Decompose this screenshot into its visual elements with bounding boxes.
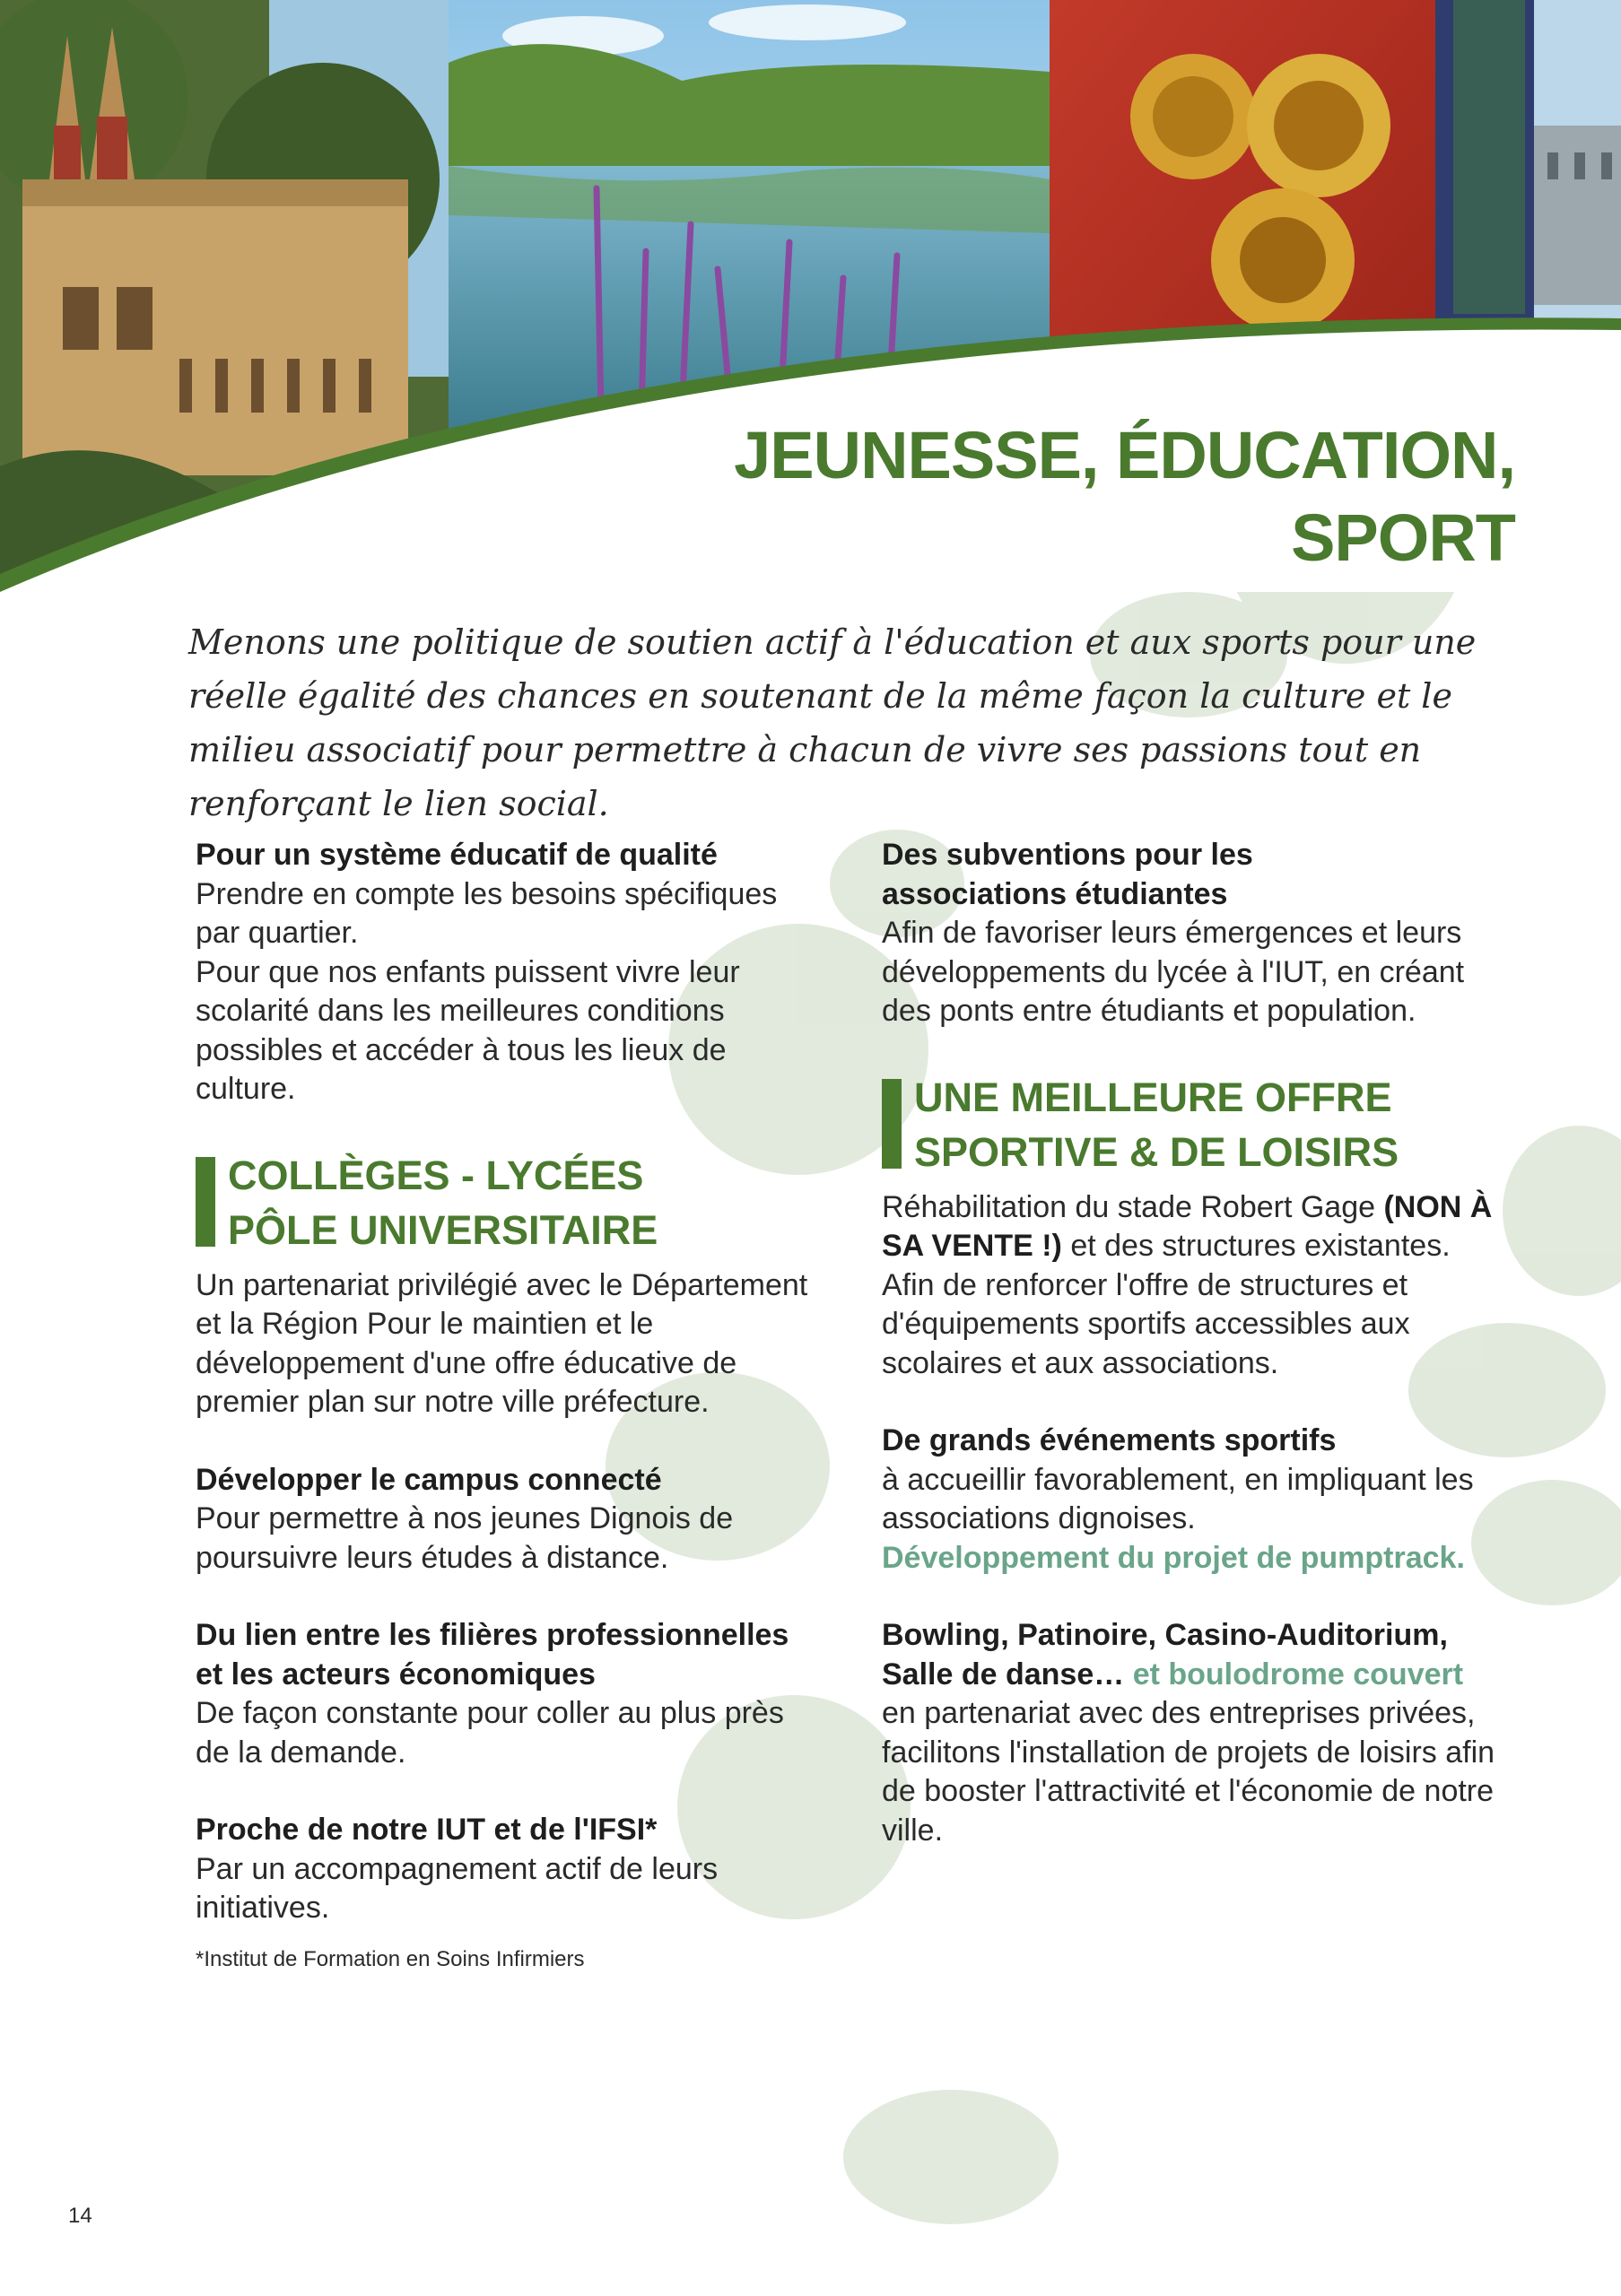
block-education-quality	[196, 836, 824, 1109]
block-heading: Pour un système éducatif de qualité	[196, 838, 718, 872]
block-iut-ifsi	[196, 1811, 824, 1928]
page-number: 14	[68, 2204, 92, 2228]
block-heading: associations étudiantes	[882, 876, 1228, 911]
block-text: Pour permettre à nos jeunes Dignois de poursuivre leurs études à distance.	[196, 1501, 734, 1575]
stadium-text: Réhabilitation du stade Robert Gage	[882, 1189, 1376, 1224]
section-heading-colleges	[196, 1148, 824, 1257]
block-sport-events	[882, 1422, 1510, 1578]
block-heading: Développer le campus connecté	[196, 1462, 662, 1497]
block-heading: Proche de notre IUT et de l'IFSI*	[196, 1813, 658, 1847]
block-subsidies	[882, 836, 1510, 1031]
block-text: à accueillir favorablement, en impliquant les associations dignoises.	[882, 1462, 1474, 1535]
section-bar	[882, 1079, 902, 1169]
block-leisure	[882, 1616, 1510, 1850]
left-column	[196, 836, 824, 1995]
block-campus	[196, 1461, 824, 1578]
block-text: Par un accompagnement actif de leurs initiatives.	[196, 1851, 719, 1925]
page-title	[734, 414, 1515, 579]
block-heading: Du lien entre les filières professionnelles	[196, 1618, 789, 1652]
stadium-bold-text: (NON À SA VENTE !)	[882, 1189, 1493, 1263]
title-line-1: JEUNESSE, ÉDUCATION,	[734, 418, 1515, 492]
section-heading-sport	[882, 1070, 1510, 1179]
block-heading: et les acteurs économiques	[196, 1657, 596, 1692]
section-heading-line: PÔLE UNIVERSITAIRE	[228, 1206, 658, 1253]
block-heading: Salle de danse…	[882, 1657, 1125, 1692]
intro-text: Menons une politique de soutien actif à l'éducation et aux sports pour une réelle égalité des chances en soutenant de la même façon la culture et le milieu associatif pour permettre à chacun de vivre ses passions tout en renforçant le lien social.	[188, 622, 1477, 823]
block-heading: De grands événements sportifs	[882, 1423, 1337, 1457]
block-heading: Des subventions pour les	[882, 838, 1253, 872]
pumptrack-highlight: Développement du projet de pumptrack.	[882, 1540, 1465, 1575]
block-heading-line	[882, 1656, 1510, 1695]
block-text: Un partenariat privilégié avec le Département et la Région Pour le maintien et le développement d'une offre éducative de premier plan sur notre ville préfecture.	[196, 1267, 808, 1419]
block-professional-links	[196, 1616, 824, 1772]
section-heading-line: SPORTIVE & DE LOISIRS	[914, 1128, 1399, 1175]
block-text: Afin de renforcer l'offre de structures et d'équipements sportifs accessibles aux scolaires et aux associations.	[882, 1267, 1410, 1380]
block-text: Pour que nos enfants puissent vivre leur scolarité dans les meilleures conditions possibles et accéder à tous les lieux de culture.	[196, 954, 740, 1106]
block-text: Afin de favoriser leurs émergences et leurs développements du lycée à l'IUT, en créant des ponts entre étudiants et population.	[882, 916, 1465, 1028]
block-text: en partenariat avec des entreprises privées, facilitons l'installation de projets de loisirs afin de booster l'attractivité et l'économie de notre ville.	[882, 1696, 1495, 1848]
section-heading-line: UNE MEILLEURE OFFRE	[914, 1074, 1392, 1120]
block-stadium	[882, 1188, 1510, 1384]
block-text: De façon constante pour coller au plus près de la demande.	[196, 1696, 784, 1770]
block-text: Prendre en compte les besoins spécifiques par quartier.	[196, 876, 778, 950]
block-text	[882, 1188, 1510, 1266]
title-line-2: SPORT	[1291, 500, 1515, 575]
footnote: *Institut de Formation en Soins Infirmiers	[196, 1946, 585, 1971]
block-heading: Bowling, Patinoire, Casino-Auditorium,	[882, 1618, 1448, 1652]
block-partnership	[196, 1266, 824, 1422]
section-heading-line: COLLÈGES - LYCÉES	[228, 1152, 644, 1198]
stadium-text-end: et des structures existantes.	[1070, 1229, 1451, 1263]
section-bar	[196, 1157, 215, 1247]
right-column	[882, 836, 1510, 1889]
boulodrome-highlight: et boulodrome couvert	[1132, 1657, 1464, 1692]
